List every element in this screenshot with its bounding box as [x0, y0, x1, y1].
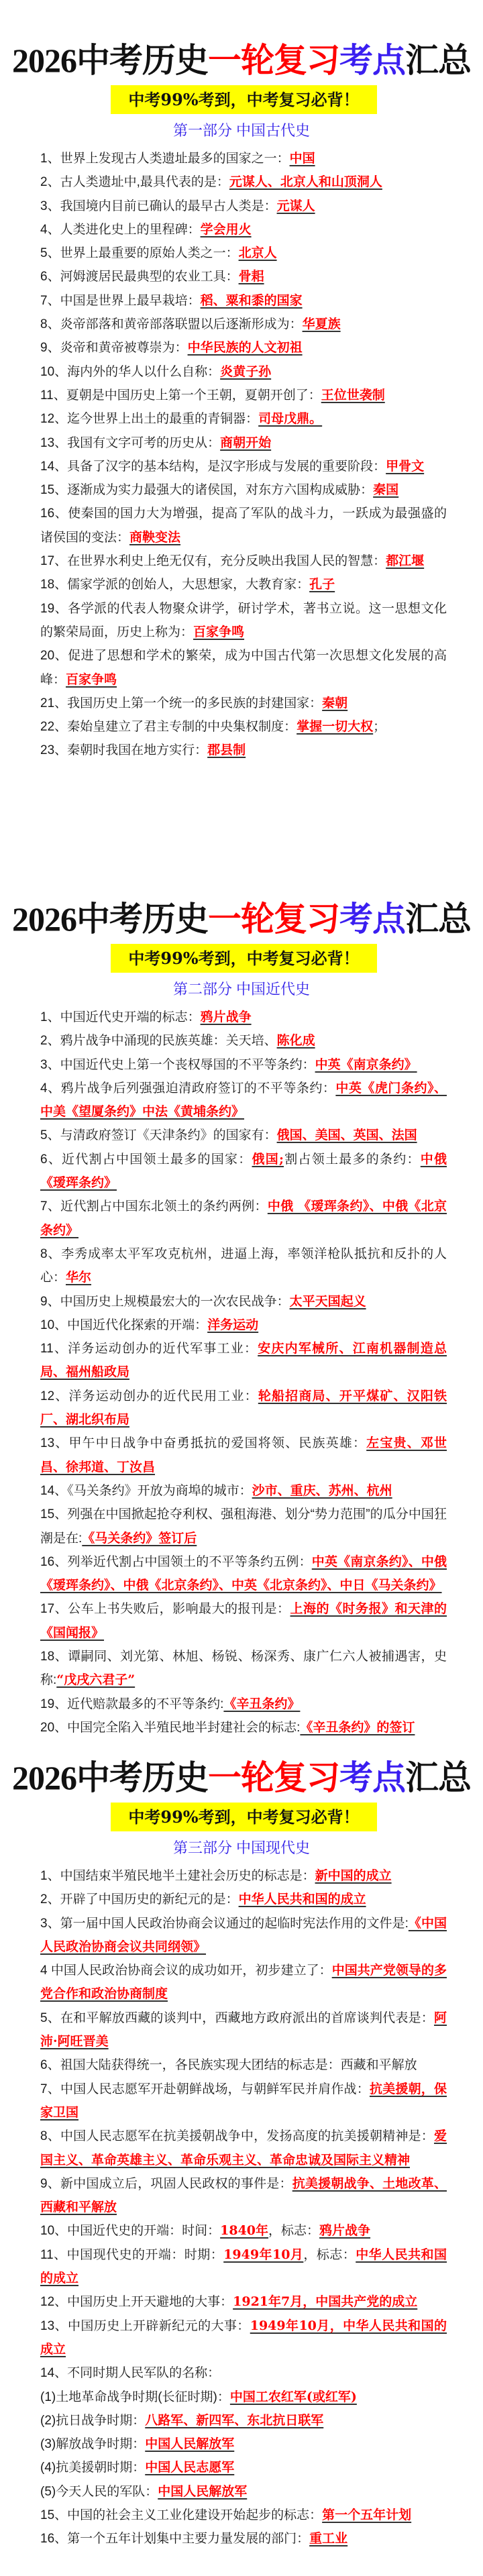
list-item — [40, 1959, 447, 2006]
answer-text: 抗美援朝，保家卫国 — [40, 2081, 447, 2120]
list-item — [40, 502, 447, 549]
list-item — [40, 1053, 447, 1077]
list-item — [40, 2006, 447, 2054]
answer-text: 中华人民共和国的成立 — [238, 1892, 366, 1907]
question-text: 9、炎帝和黄帝被尊崇为： — [40, 341, 188, 356]
question-text: 3、第一届中国人民政治协商会议通过的起临时宪法作用的文件是: — [40, 1916, 409, 1931]
answer-text: 上海的《时务报》和天津的《国闻报》 — [40, 1601, 447, 1640]
answer-text: 中国 — [289, 151, 315, 166]
question-text: 6、近代割占中国领土最多的国家： — [40, 1152, 252, 1167]
question-text: 4 中国人民政治协商会议的成功如开，初步建立了： — [40, 1964, 332, 1978]
answer-text: 鸦片战争 — [200, 1010, 252, 1024]
answer-text: 八路军、新四军、东北抗日联军 — [145, 2412, 324, 2428]
list-item — [40, 455, 447, 478]
answer-text: 抗美援朝战争、土地改革、西藏和平解放 — [40, 2176, 447, 2215]
answer-text: 中国共产党领导的多党合作和政治协商制度 — [40, 1963, 447, 2002]
list-item — [40, 1148, 447, 1195]
section-subtitle: 第三部分 中国现代史 — [172, 1839, 311, 1856]
answer-text: 中俄《瑷珲条约》 — [40, 1151, 447, 1191]
list-item — [40, 336, 447, 360]
highlight-banner: 中考99%考到，中考复习必背！ — [111, 85, 377, 114]
question-text: 11、中国现代史的开端：时期： — [40, 2247, 224, 2262]
question-text: (4)抗美援朝时期： — [40, 2461, 146, 2475]
list-item — [40, 1313, 447, 1337]
question-text: 21、我国历史上第一个统一的多民族的封建国家： — [40, 696, 323, 710]
answer-text: 掌握一切大权 — [297, 719, 374, 735]
list-item — [40, 692, 447, 715]
answer-text: 俄国; — [252, 1151, 284, 1167]
question-text: 16、列举近代割占中国领土的不平等条约五例： — [40, 1554, 312, 1569]
question-text: 7、近代割占中国东北领土的条约两例： — [40, 1199, 268, 1214]
question-text: 2、鸦片战争中涌现的民族英雄：关天培、 — [40, 1034, 277, 1049]
list-item — [40, 2053, 447, 2077]
list-item — [40, 170, 447, 194]
question-text: 15、中国的社会主义工业化建设开始起步的标志： — [40, 2508, 323, 2523]
answer-text: 1949年10月 — [223, 2247, 304, 2262]
list-item — [40, 1432, 447, 1479]
list-item — [40, 2125, 447, 2172]
question-text: 12、中国历史上开天避地的大事： — [40, 2295, 233, 2310]
answer-text: 郡县制 — [207, 743, 246, 758]
answer-text: 都江堰 — [386, 553, 425, 569]
question-text: 14、具备了汉字的基本结构，是汉字形成与发展的重要阶段： — [40, 459, 386, 474]
answer-text: 炎黄子孙 — [220, 364, 272, 379]
question-text: 3、我国境内目前已确认的最早古人类是： — [40, 199, 277, 213]
list-item — [40, 1006, 447, 1029]
list-item — [40, 1645, 447, 1693]
question-text: ，标志： — [303, 2247, 356, 2262]
question-text: 14、不同时期人民军队的名称： — [40, 2366, 221, 2381]
answer-text: 1840年 — [220, 2223, 269, 2239]
question-text: 19、各学派的代表人物聚众讲学，研讨学术，著书立说。这一思想文化的繁荣局面，历史上称为： — [40, 601, 447, 639]
question-text: 7、中国是世界上最早栽培： — [40, 293, 201, 308]
question-text: (2)抗日战争时期： — [40, 2413, 146, 2428]
question-text: 5、在和平解放西藏的谈判中，西藏地方政府派出的首席谈判代表是： — [40, 2010, 434, 2025]
question-text: 20、促进了思想和学术的繁荣，成为中国古代第一次思想文化发展的高峰： — [40, 649, 447, 687]
answer-text: 华尔 — [66, 1270, 92, 1285]
answer-text: 轮船招商局、开平煤矿、汉阳铁厂、湖北织布局 — [40, 1388, 447, 1428]
answer-text: 百家争鸣 — [193, 624, 245, 639]
knowledge-point-list — [40, 1864, 447, 2551]
section-subtitle: 第一部分 中国古代史 — [172, 122, 311, 139]
list-item — [40, 2314, 447, 2362]
list-item — [40, 1242, 447, 1290]
answer-text: 商朝开始 — [220, 435, 272, 450]
answer-text: 学会用火 — [200, 221, 252, 237]
answer-text: 中国人民解放军 — [158, 2483, 248, 2499]
question-text: 8、炎帝部落和黄帝部落联盟以后逐渐形成为： — [40, 317, 303, 332]
question-text: 7、中国人民志愿军开赴朝鲜战场，与朝鲜军民并肩作战： — [40, 2082, 370, 2096]
question-text: 9、新中国成立后，巩固人民政权的事件是： — [40, 2176, 292, 2191]
list-item — [40, 2480, 447, 2504]
question-text: 8、中国人民志愿军在抗美援朝战争中，发扬高度的抗美援朝精神是： — [40, 2129, 434, 2144]
answer-text: 中英《南京条约》 — [315, 1057, 417, 1072]
list-item — [40, 218, 447, 241]
question-text: 18、儒家学派的创始人，大思想家，大教育家： — [40, 578, 310, 592]
answer-text: 阿沛·阿旺晋美 — [40, 2010, 447, 2049]
list-item — [40, 1337, 447, 1385]
answer-text: 中俄 《瑷珲条约》、中俄《北京条约》 — [40, 1199, 447, 1238]
list-item — [40, 360, 447, 384]
list-item — [40, 1195, 447, 1242]
knowledge-point-list — [40, 1006, 447, 1739]
answer-text: 中国工农红军(或红军) — [229, 2389, 357, 2404]
question-text: 6、祖国大陆获得统一，各民族实现大团结的标志是：西藏和平解放 — [40, 2058, 417, 2073]
list-item — [40, 1550, 447, 1598]
answer-text: 《辛丑条约》 — [223, 1696, 301, 1711]
page-title: 2026中考历史一轮复习考点汇总 — [12, 900, 471, 938]
answer-text: 元谋人、北京人和山顶洞人 — [229, 174, 382, 190]
question-text: 20、中国完全陷入半殖民地半封建社会的标志: — [40, 1720, 301, 1735]
question-text: 16、使秦国的国力大为增强，提高了军队的战斗力，一跃成为最强盛的诸侯国的变法： — [40, 506, 447, 545]
question-text: 10、中国近代史的开端：时间： — [40, 2224, 221, 2239]
answer-text: 商鞅变法 — [129, 529, 181, 545]
answer-text: 左宝贵、邓世昌、徐邦道、丁汝昌 — [40, 1436, 447, 1474]
answer-text: 元谋人 — [276, 198, 315, 213]
answer-text: 俄国、美国、英国、法国 — [276, 1128, 417, 1143]
answer-text: 百家争鸣 — [66, 672, 117, 687]
answer-text: 孔子 — [309, 577, 335, 592]
list-item — [40, 1503, 447, 1550]
question-text: 1、中国结束半殖民地半土建社会历史的标志是： — [40, 1869, 315, 1883]
answer-text: 鸦片战争 — [319, 2223, 371, 2239]
list-item — [40, 2527, 447, 2551]
list-item — [40, 2504, 447, 2527]
list-item — [40, 2243, 447, 2291]
page-title: 2026中考历史一轮复习考点汇总 — [12, 1759, 471, 1796]
list-item — [40, 1912, 447, 1960]
list-item — [40, 2432, 447, 2456]
question-text: 1、世界上发现古人类遗址最多的国家之一： — [40, 152, 290, 166]
section-subtitle: 第二部分 中国近代史 — [172, 981, 311, 998]
answer-text: 王位世袭制 — [321, 387, 385, 402]
answer-text: 陈化成 — [276, 1033, 315, 1049]
answer-text: 北京人 — [238, 246, 277, 261]
question-text: 10、海内外的华人以什么自称： — [40, 364, 221, 379]
answer-text: 重工业 — [309, 2531, 348, 2546]
list-item — [40, 478, 447, 502]
question-text: 2、开辟了中国历史的新纪元的是： — [40, 1892, 239, 1907]
question-text: 13、中国历史上开辟新纪元的大事： — [40, 2318, 250, 2333]
answer-text: 《辛丑条约》的签订 — [300, 1719, 415, 1735]
knowledge-point-list — [40, 147, 447, 763]
list-item — [40, 384, 447, 407]
answer-text: 洋务运动 — [207, 1317, 259, 1332]
question-text: 11、洋务运动创办的近代军事工业： — [40, 1342, 258, 1356]
question-text: 15、列强在中国掀起抢夺利权、强租海港、划分“势力范围”的瓜分中国狂潮是在: — [40, 1507, 447, 1546]
answer-text: 中国人民志愿军 — [145, 2460, 235, 2475]
list-item — [40, 147, 447, 170]
question-text: 18、谭嗣同、刘光第、林旭、杨锐、杨深秀、康广仁六人被捕遇害，史称: — [40, 1650, 447, 1688]
review-section-2 — [0, 859, 483, 1735]
list-item — [40, 2456, 447, 2479]
question-text: 4、人类进化史上的里程碑： — [40, 222, 201, 237]
question-text: 8、李秀成率太平军攻克杭州，进逼上海，率领洋枪队抵抗和反扑的人心： — [40, 1246, 447, 1285]
list-item — [40, 549, 447, 573]
answer-text: 太平天国起义 — [289, 1293, 366, 1309]
answer-text: 秦国 — [373, 482, 399, 498]
answer-text: 甲骨文 — [386, 458, 425, 474]
question-text: 16、第一个五年计划集中主要力量发展的部门： — [40, 2532, 310, 2546]
list-item — [40, 2078, 447, 2125]
list-item — [40, 2290, 447, 2314]
answer-text: 沙市、重庆、苏州、杭州 — [252, 1483, 392, 1498]
list-item — [40, 1290, 447, 1313]
page-title: 2026中考历史一轮复习考点汇总 — [12, 42, 471, 79]
list-item — [40, 1888, 447, 1911]
answer-text: 安庆内军械所、江南机器制造总局、福州船政局 — [40, 1341, 447, 1380]
highlight-banner: 中考99%考到，中考复习必背！ — [111, 1803, 377, 1831]
list-item — [40, 265, 447, 288]
question-text: ； — [373, 720, 386, 735]
answer-text: 爱国主义、革命英雄主义、革命乐观主义、革命忠诚及国际主义精神 — [40, 2129, 447, 2167]
list-item — [40, 241, 447, 265]
question-text: 4、鸦片战争后列强强迫清政府签订的不平等条约： — [40, 1081, 336, 1095]
list-item — [40, 2172, 447, 2220]
answer-text: 1949年10月，中华人民共和国的成立 — [40, 2318, 447, 2357]
list-item — [40, 2409, 447, 2432]
list-item — [40, 1479, 447, 1503]
answer-text: 中英《虎门条约》、中美《望厦条约》中法《黄埔条约》 — [40, 1080, 447, 1120]
list-item — [40, 1864, 447, 1888]
answer-text: 中华民族的人文初祖 — [187, 340, 303, 356]
question-text: 13、甲午中日战争中奋勇抵抗的爱国将领、民族英雄： — [40, 1436, 367, 1451]
list-item — [40, 289, 447, 313]
question-text: 6、河姆渡居民最典型的农业工具： — [40, 270, 239, 284]
list-item — [40, 313, 447, 336]
list-item — [40, 2385, 447, 2409]
question-text: 2、古人类遗址中,最具代表的是： — [40, 175, 229, 190]
list-item — [40, 1029, 447, 1053]
list-item — [40, 1124, 447, 1147]
question-text: 13、我国有文字可考的历史从： — [40, 435, 221, 450]
question-text: 割占领土最多的条约： — [284, 1152, 421, 1167]
list-item — [40, 2219, 447, 2243]
list-item — [40, 2361, 447, 2385]
list-item — [40, 644, 447, 692]
question-text: 15、逐渐成为实力最强大的诸侯国，对东方六国构成威胁： — [40, 483, 374, 498]
answer-text: 新中国的成立 — [315, 1868, 392, 1883]
question-text: 9、中国历史上规模最宏大的一次农民战争： — [40, 1294, 290, 1309]
answer-text: 华夏族 — [302, 317, 341, 332]
list-item — [40, 195, 447, 218]
question-text: ，标志： — [268, 2224, 320, 2239]
list-item — [40, 573, 447, 596]
question-text: (1)土地革命战争时期(长征时期)： — [40, 2390, 230, 2404]
question-text: 22、秦始皇建立了君主专制的中央集权制度： — [40, 720, 297, 735]
highlight-banner: 中考99%考到，中考复习必背！ — [111, 944, 377, 973]
question-text: 12、迄今世界上出土的最重的青铜器： — [40, 412, 259, 427]
answer-text: 中国人民解放军 — [145, 2436, 235, 2452]
question-text: 17、在世界水利史上绝无仅有，充分反映出我国人民的智慧： — [40, 554, 386, 569]
question-text: 10、中国近代化探索的开端： — [40, 1318, 208, 1332]
answer-text: 1921年7月，中国共产党的成立 — [233, 2294, 418, 2310]
answer-text: 《中国人民政治协商会议共同纲领》 — [40, 1915, 447, 1954]
review-section-1 — [0, 0, 483, 859]
answer-text: 中华人民共和国的成立 — [40, 2247, 447, 2286]
answer-text: 骨耜 — [238, 269, 264, 284]
list-item — [40, 597, 447, 645]
list-item — [40, 1693, 447, 1716]
question-text: 12、洋务运动创办的近代民用工业： — [40, 1389, 258, 1403]
question-text: 5、世界上最重要的原始人类之一： — [40, 246, 239, 261]
review-section-3 — [0, 1717, 483, 2576]
question-text: (5)今天人民的军队： — [40, 2484, 158, 2499]
answer-text: 秦朝 — [322, 695, 348, 710]
list-item — [40, 1385, 447, 1432]
list-item — [40, 1077, 447, 1124]
question-text: 3、中国近代史上第一个丧权辱国的不平等条约： — [40, 1057, 315, 1072]
answer-text: 《马关条约》签订后 — [82, 1530, 197, 1546]
answer-text: 司母戊鼎。 — [258, 411, 323, 427]
answer-text: 稻、粟和黍的国家 — [200, 292, 303, 308]
list-item — [40, 431, 447, 455]
question-text: 1、中国近代史开端的标志： — [40, 1010, 201, 1024]
answer-text: “戊戌六君子” — [56, 1672, 136, 1688]
list-item — [40, 715, 447, 739]
list-item — [40, 739, 447, 762]
question-text: (3)解放战争时期： — [40, 2437, 146, 2452]
answer-text: 中英《南京条约》、中俄《瑷珲条约》、中俄《北京条约》、中英《北京条约》、中日《马关条约》 — [40, 1554, 447, 1593]
question-text: 14、《马关条约》开放为商埠的城市： — [40, 1483, 252, 1498]
question-text: 11、夏朝是中国历史上第一个王朝，夏朝开创了： — [40, 388, 321, 402]
question-text: 23、秦朝时我国在地方实行： — [40, 743, 208, 758]
question-text: 5、与清政府签订《天津条约》的国家有： — [40, 1128, 277, 1143]
list-item — [40, 407, 447, 431]
answer-text: 第一个五年计划 — [322, 2508, 412, 2523]
question-text: 17、公车上书失败后，影响最大的报刊是： — [40, 1602, 290, 1617]
list-item — [40, 1597, 447, 1645]
question-text: 19、近代赔款最多的不平等条约: — [40, 1697, 224, 1711]
